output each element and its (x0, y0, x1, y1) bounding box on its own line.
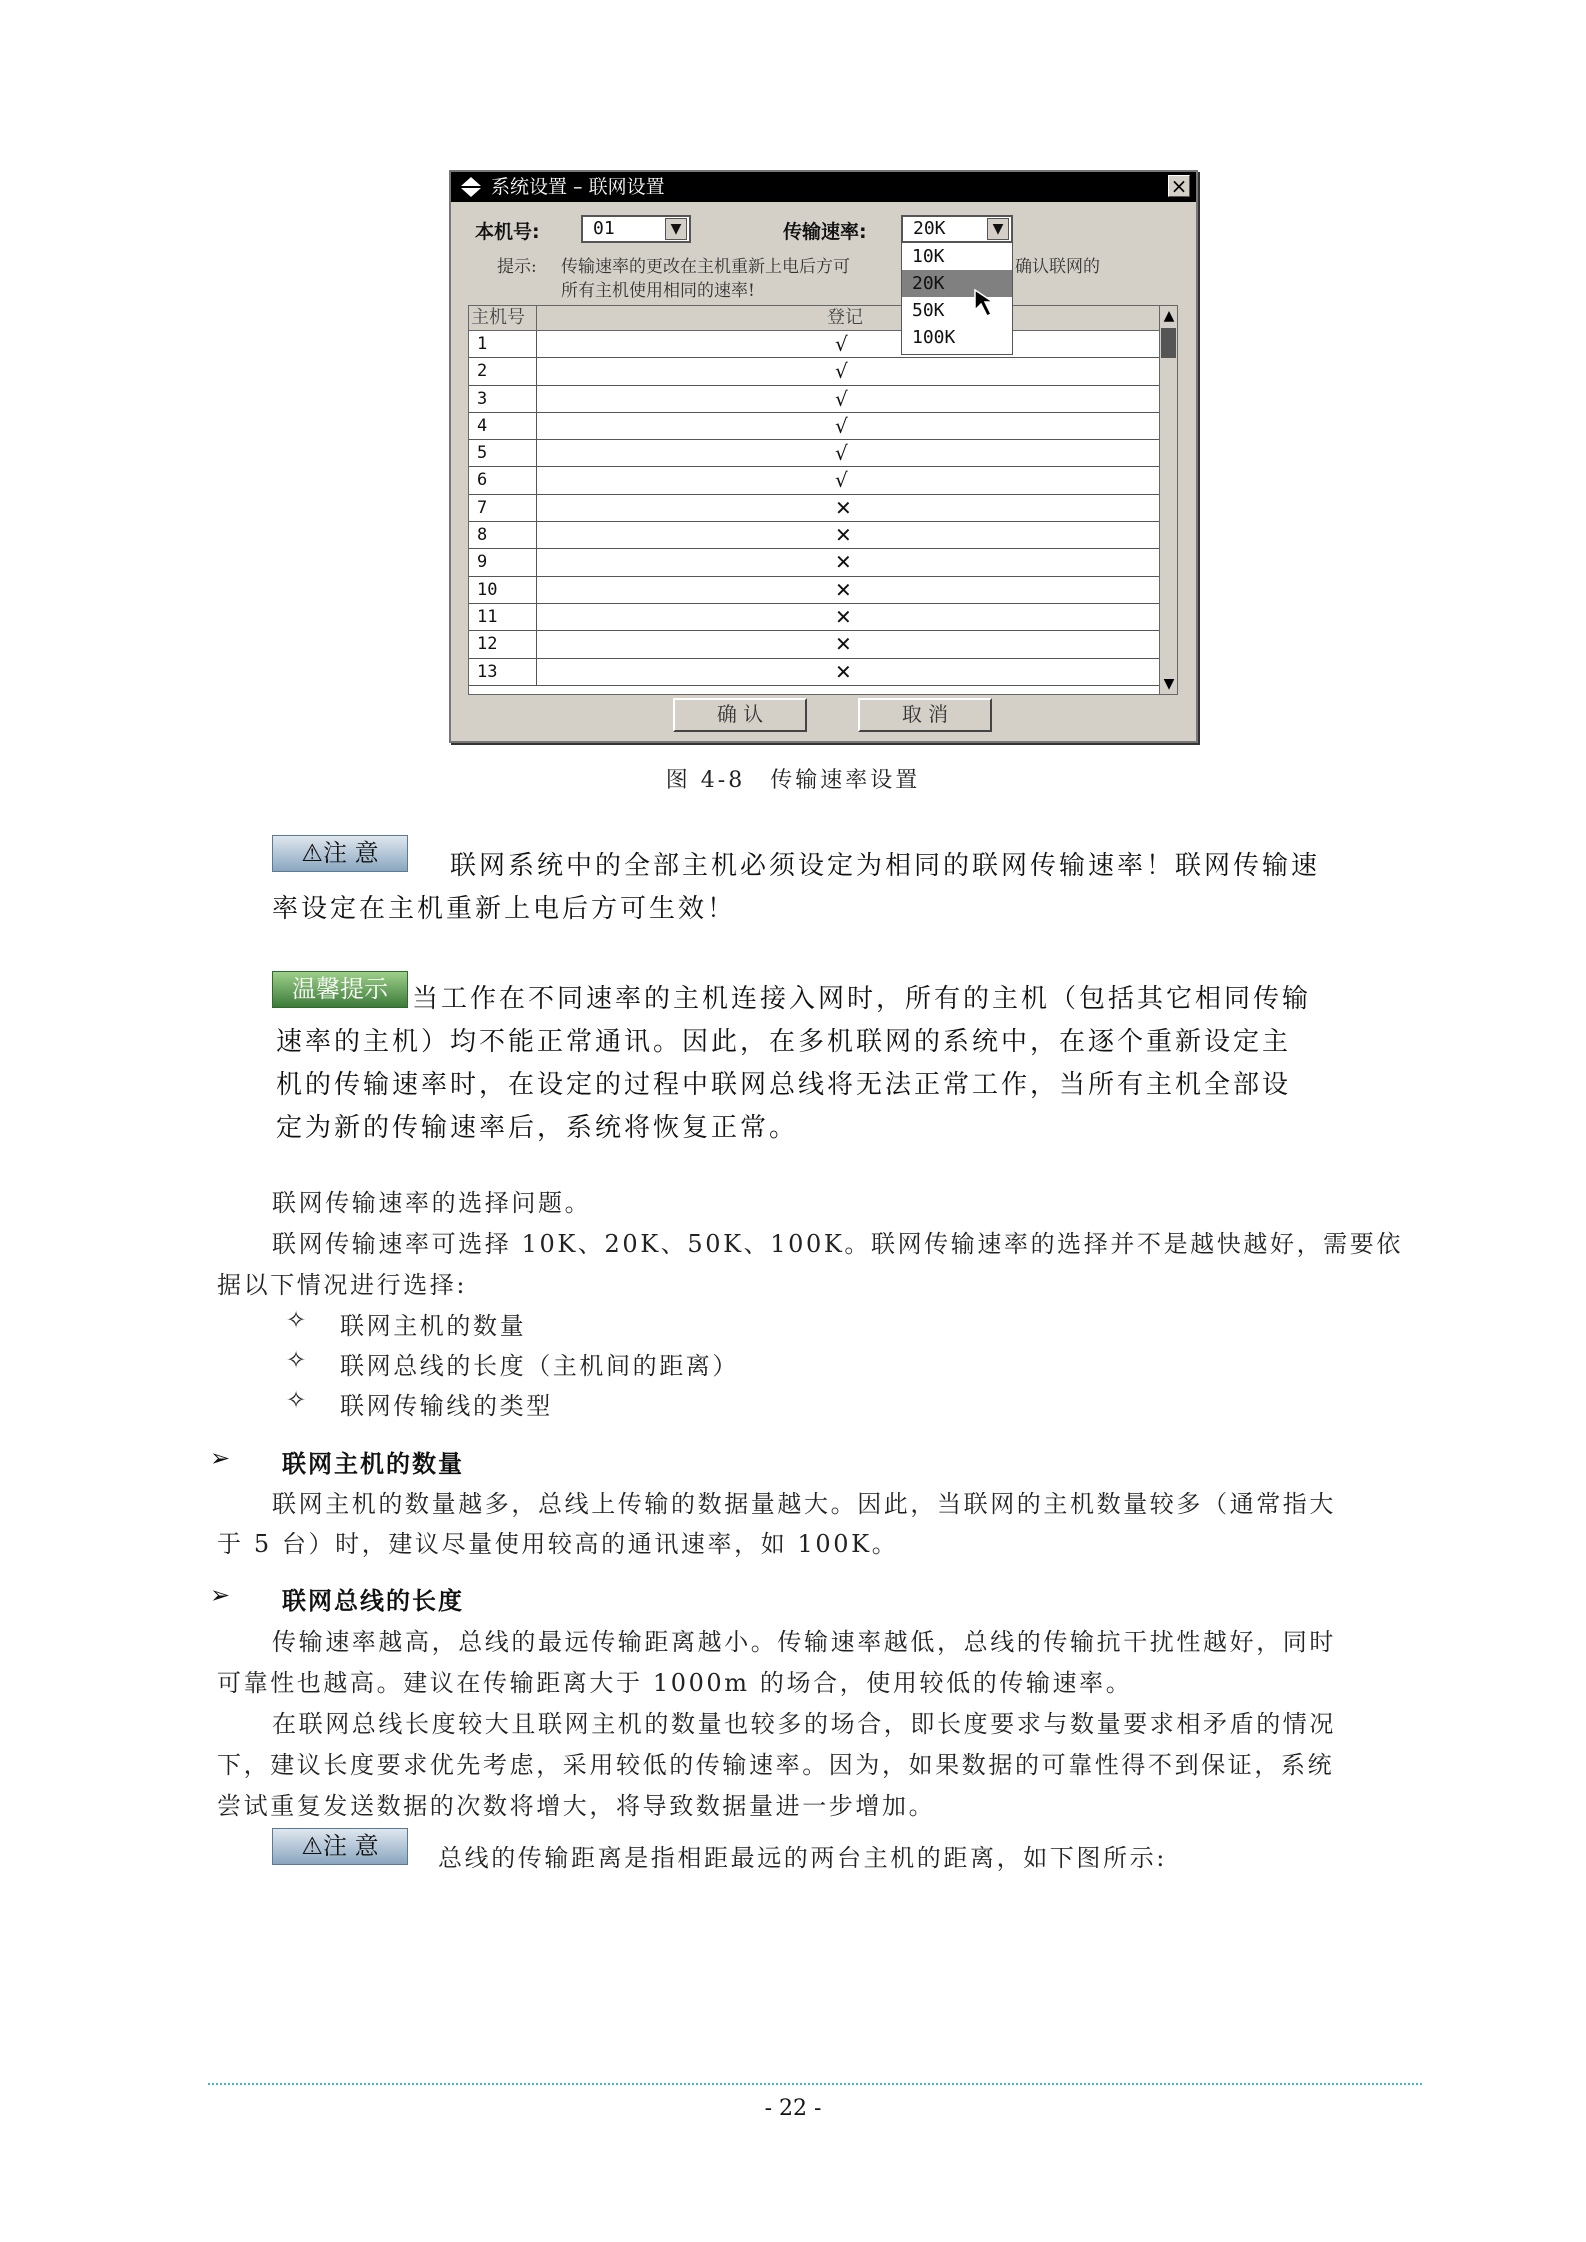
tip-line-2: 速率的主机）均不能正常通讯。因此，在多机联网的系统中，在逐个重新设定主 (276, 1027, 1292, 1057)
page-number: - 22 - (764, 2096, 822, 2121)
note-badge: ⚠注 意 (272, 1828, 408, 1865)
register-mark: ✕ (835, 495, 852, 520)
host-number: 8 (477, 525, 488, 546)
intro-line-3: 据以下情况进行选择: (217, 1271, 468, 1299)
table-row[interactable] (469, 358, 1159, 385)
rate-option[interactable]: 20K (902, 270, 1012, 297)
table-row[interactable] (469, 604, 1159, 631)
bullet-item: 联网总线的长度（主机间的距离） (340, 1352, 739, 1380)
register-mark: ✕ (835, 632, 852, 657)
register-mark: √ (835, 386, 848, 411)
host-number: 10 (477, 579, 498, 600)
register-mark: ✕ (835, 523, 852, 548)
hint-line-1: 传输速率的更改在主机重新上电后方可 (561, 257, 850, 277)
register-mark: ✕ (835, 659, 852, 684)
list-scrollbar[interactable] (1159, 306, 1177, 694)
host-number: 6 (477, 470, 488, 491)
note1-line-2: 率设定在主机重新上电后方可生效！ (272, 894, 737, 924)
length-line-5: 尝试重复发送数据的次数将增大，将导致数据量进一步增加。 (217, 1792, 936, 1820)
hint-prefix: 提示: (497, 257, 537, 277)
length-line-1: 传输速率越高，总线的最远传输距离越小。传输速率越低，总线的传输抗干扰性越好，同时 (272, 1628, 1336, 1656)
count-line-2: 于 5 台）时，建议尽量使用较高的通讯速率，如 100K。 (217, 1530, 899, 1558)
section-heading: 联网主机的数量 (282, 1450, 464, 1478)
up-down-arrows-icon (459, 176, 483, 207)
hint-line-2: 所有主机使用相同的速率! (561, 281, 755, 301)
column-host-no: 主机号 (471, 307, 525, 328)
host-number: 4 (477, 415, 488, 436)
table-row[interactable] (469, 386, 1159, 413)
tip-line-4: 定为新的传输速率后，系统将恢复正常。 (276, 1113, 799, 1143)
scroll-down-icon[interactable]: ▼ (1163, 676, 1175, 692)
bullet-item: 联网主机的数量 (340, 1312, 527, 1340)
host-no-value: 01 (593, 218, 615, 239)
register-mark: ✕ (835, 550, 852, 575)
host-number: 13 (477, 661, 498, 682)
register-mark: ✕ (835, 577, 852, 602)
register-mark: √ (835, 413, 848, 438)
table-row[interactable] (469, 413, 1159, 440)
rate-option[interactable]: 50K (912, 300, 945, 321)
figure-caption: 图 4-8 传输速率设置 (665, 768, 921, 793)
table-row[interactable] (469, 631, 1159, 658)
arrow-bullet-icon: ➢ (210, 1581, 233, 1609)
host-list (468, 305, 1178, 695)
tip-line-1: 当工作在不同速率的主机连接入网时，所有的主机（包括其它相同传输 (412, 984, 1312, 1014)
scroll-thumb[interactable] (1161, 328, 1176, 358)
cancel-button[interactable]: 取 消 (858, 698, 992, 732)
note-badge: ⚠注 意 (272, 835, 408, 872)
column-register: 登记 (827, 307, 863, 328)
rate-value: 20K (913, 218, 946, 239)
host-number: 1 (477, 334, 488, 354)
count-line-1: 联网主机的数量越多，总线上传输的数据量越大。因此，当联网的主机数量较多（通常指大 (272, 1490, 1336, 1518)
footer-divider (208, 2083, 1422, 2085)
register-mark: √ (835, 332, 848, 356)
register-mark: √ (835, 359, 848, 384)
bullet-item: 联网传输线的类型 (340, 1392, 553, 1420)
bullet-icon: ✧ (286, 1306, 307, 1334)
list-header (469, 306, 1159, 331)
rate-option[interactable]: 100K (912, 327, 956, 348)
list-rows (469, 331, 1159, 694)
chevron-down-icon[interactable]: ▼ (987, 218, 1009, 240)
host-number: 5 (477, 443, 488, 464)
chevron-down-icon[interactable]: ▼ (665, 218, 687, 240)
section-heading: 联网总线的长度 (282, 1587, 464, 1615)
hint-line-1-tail: 确认联网的 (1015, 257, 1100, 277)
intro-line-1: 联网传输速率的选择问题。 (272, 1189, 592, 1217)
note1-line-1: 联网系统中的全部主机必须设定为相同的联网传输速率！联网传输速 (450, 851, 1321, 881)
table-row[interactable] (469, 467, 1159, 494)
tip-line-3: 机的传输速率时，在设定的过程中联网总线将无法正常工作，当所有主机全部设 (276, 1070, 1292, 1100)
scroll-up-icon[interactable]: ▲ (1163, 308, 1175, 324)
table-row[interactable] (469, 522, 1159, 549)
mouse-pointer-icon (973, 288, 1003, 322)
length-line-4: 下，建议长度要求优先考虑，采用较低的传输速率。因为，如果数据的可靠性得不到保证，系统 (217, 1751, 1335, 1779)
register-mark: √ (835, 468, 848, 493)
network-settings-dialog (449, 170, 1198, 743)
table-row[interactable] (469, 440, 1159, 467)
host-number: 12 (477, 634, 498, 655)
arrow-bullet-icon: ➢ (210, 1444, 233, 1472)
host-number: 11 (477, 606, 498, 627)
dialog-title: 系统设置 – 联网设置 (491, 176, 665, 198)
host-number: 9 (477, 552, 488, 573)
length-line-2: 可靠性也越高。建议在传输距离大于 1000m 的场合，使用较低的传输速率。 (217, 1669, 1133, 1697)
note2-text: 总线的传输距离是指相距最远的两台主机的距离，如下图所示: (438, 1844, 1167, 1872)
length-line-3: 在联网总线长度较大且联网主机的数量也较多的场合，即长度要求与数量要求相矛盾的情况 (272, 1710, 1336, 1738)
bullet-icon: ✧ (286, 1386, 307, 1414)
tip-badge: 温馨提示 (272, 971, 408, 1008)
table-row[interactable] (469, 659, 1159, 686)
register-mark: ✕ (835, 604, 852, 629)
intro-line-2: 联网传输速率可选择 10K、20K、50K、100K。联网传输速率的选择并不是越快越好，需要依 (272, 1230, 1403, 1258)
host-number: 7 (477, 497, 488, 518)
host-number: 2 (477, 361, 488, 382)
host-no-select[interactable] (581, 215, 691, 243)
rate-select[interactable] (901, 215, 1013, 243)
rate-option[interactable]: 10K (912, 246, 945, 267)
register-mark: √ (835, 441, 848, 466)
host-number: 3 (477, 388, 488, 409)
close-icon: × (1170, 174, 1188, 198)
bullet-icon: ✧ (286, 1346, 307, 1374)
table-row[interactable] (469, 577, 1159, 604)
table-row[interactable] (469, 549, 1159, 576)
rate-label: 传输速率: (783, 221, 867, 243)
table-row[interactable] (469, 495, 1159, 522)
dialog-title-bar[interactable] (451, 172, 1196, 202)
table-row[interactable] (469, 331, 1159, 358)
host-no-label: 本机号: (475, 221, 540, 243)
close-button[interactable] (1168, 175, 1190, 197)
confirm-button[interactable]: 确 认 (673, 698, 807, 732)
